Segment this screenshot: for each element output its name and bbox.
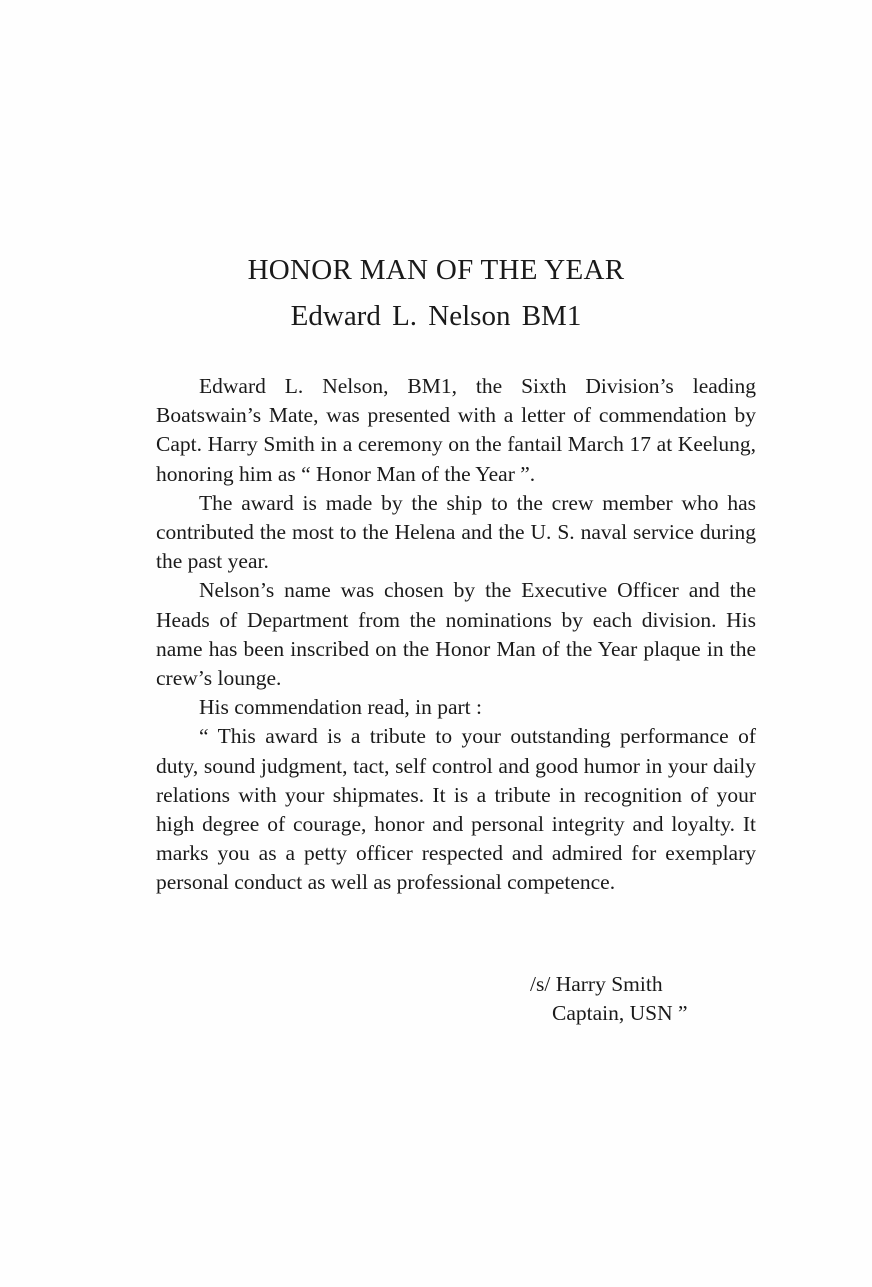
paragraph-5: “ This award is a tribute to your outstanding performance of duty, sound judgment, tact, self control and good humor in your daily relations with your shipmates. It is a tribute in recognition of your high degree of courage, honor and personal integrity and loyalty. It marks you as a petty officer respected and admired for exemplary personal conduct as well as professional competence. [156,724,756,895]
heading-block [0,250,872,336]
article-body [156,372,756,898]
paragraph-2: The award is made by the ship to the crew member who has contributed the most to the Helena and the U. S. naval service during the past year. [156,490,756,574]
document-subtitle: Edward L. Nelson BM1 [290,300,582,332]
signature-title: Captain, USN ” [552,1001,688,1026]
signature-name: /s/ Harry Smith [530,972,663,996]
paragraph-1: Edward L. Nelson, BM1, the Sixth Division’s leading Boatswain’s Mate, was presented with a letter of commendation by Capt. Harry Smith in a ceremony on the fantail March 17 at Keelung, honoring him as “ Honor Man of the Year ”. [156,374,756,486]
document-title: HONOR MAN OF THE YEAR [247,254,625,286]
paragraph-3: Nelson’s name was chosen by the Executive Officer and the Heads of Department from the nominations by each division. His name has been inscribed on the Honor Man of the Year plaque in the crew’s lounge. [156,578,756,691]
signature-block [530,970,688,1028]
paragraph-4: His commendation read, in part : [199,695,483,720]
